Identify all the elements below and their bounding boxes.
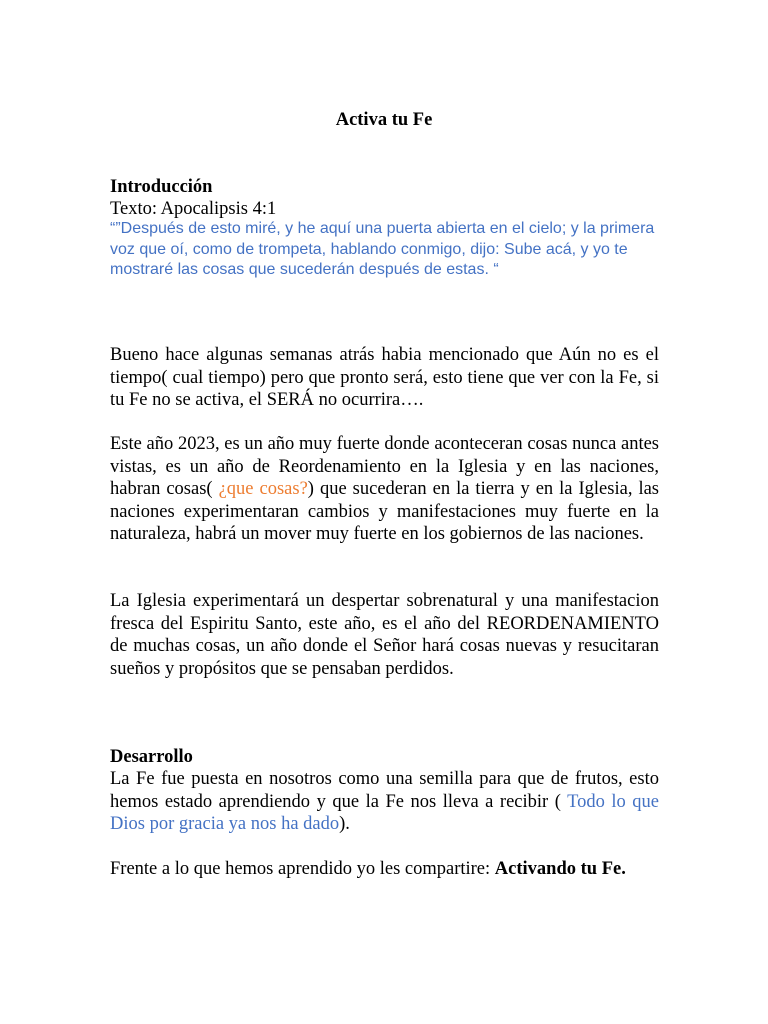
text-reference: Texto: Apocalipsis 4:1 <box>110 199 277 219</box>
introduction-heading: Introducción <box>110 177 213 197</box>
development-paragraph-2-part-1: Frente a lo que hemos aprendido yo les compartire: <box>110 859 495 879</box>
paragraph-2-highlight: ¿que cosas? <box>218 479 308 499</box>
development-paragraph-1-part-1: La Fe fue puesta en nosotros como una semilla para que de frutos, esto hemos estado aprendiendo y que la Fe nos lleva a recibir ( <box>110 769 659 812</box>
paragraph-1: Bueno hace algunas semanas atrás habia mencionado que Aún no es el tiempo( cual tiempo) pero que pronto será, esto tiene que ver con la Fe, si tu Fe no se activa, el SERÁ no ocurrira…. <box>110 345 659 410</box>
development-paragraph-1-part-2: ). <box>339 814 350 834</box>
development-paragraph-1-highlight: Todo lo que Dios por gracia ya nos ha dado <box>110 791 659 834</box>
paragraph-2-part-1: Este año 2023, es un año muy fuerte donde aconteceran cosas nunca antes vistas, es un año de Reordenamiento en la Iglesia y en las naciones, habran cosas( <box>110 434 659 499</box>
development-paragraph-2-bold: Activando tu Fe. <box>494 859 626 879</box>
paragraph-3: La Iglesia experimentará un despertar sobrenatural y una manifestacion fresca del Espiritu Santo, este año, es el año del REORDENAMIENTO de muchas cosas, un año donde el Señor hará cosas nuevas y resucitaran sueños y propósitos que se pensaban perdidos. <box>110 591 659 679</box>
development-heading: Desarrollo <box>110 747 193 767</box>
development-paragraph-2 <box>110 858 659 881</box>
paragraph-2-part-2: ) que sucederan en la tierra y en la Iglesia, las naciones experimentaran cambios y manifestaciones muy fuerte en la naturaleza, habrá un mover muy fuerte en los gobiernos de las naciones. <box>110 479 659 544</box>
document-title: Activa tu Fe <box>335 110 433 130</box>
bible-verse: “”Después de esto miré, y he aquí una puerta abierta en el cielo; y la primera voz que oí, como de trompeta, hablando conmigo, dijo: Sube acá, y yo te mostraré las cosas que sucederán después de estas. “ <box>110 220 655 278</box>
paragraph-2 <box>110 433 659 546</box>
development-paragraph-1 <box>110 768 659 836</box>
